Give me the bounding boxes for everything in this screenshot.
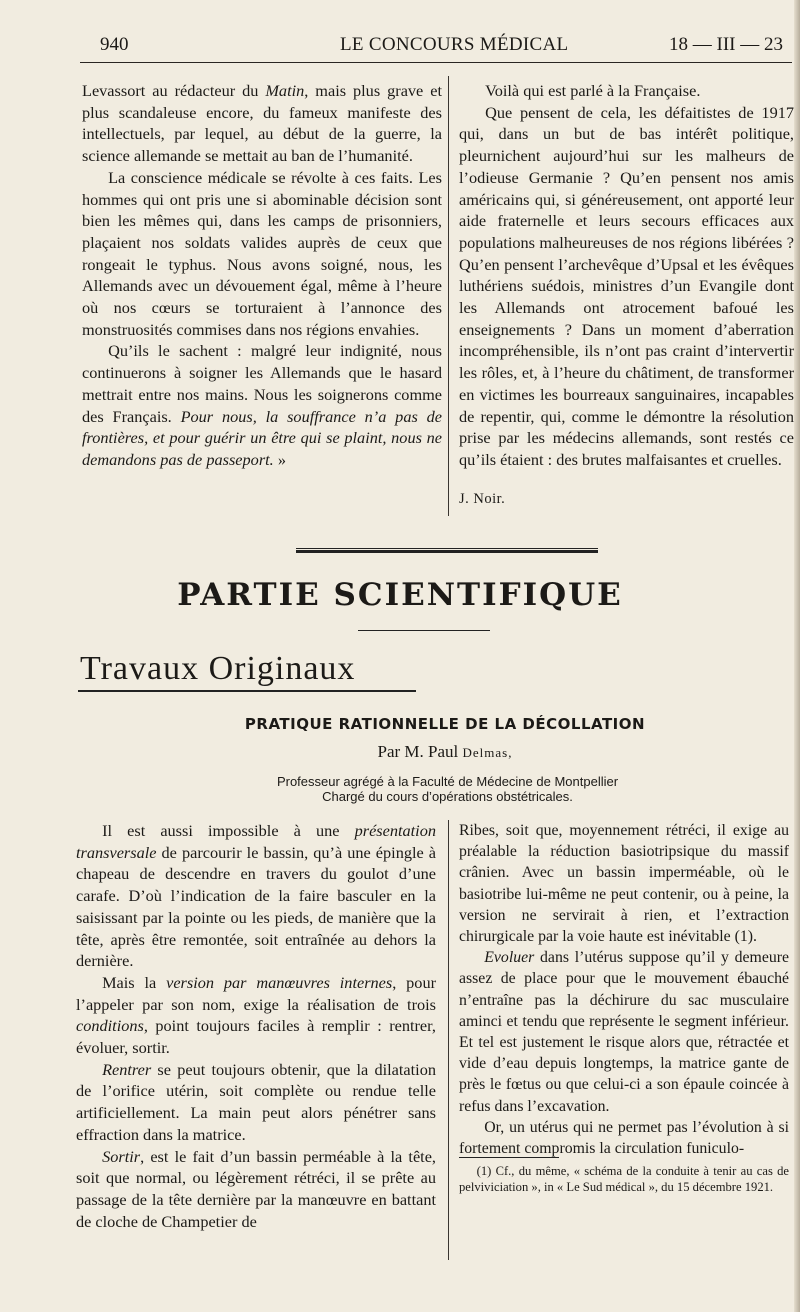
paragraph: [76, 820, 436, 972]
paragraph: [459, 947, 789, 1117]
page-header: [80, 34, 795, 60]
subsection-underline: [78, 690, 416, 692]
italic-text: Sortir: [102, 1146, 141, 1166]
page-number: 940: [100, 34, 129, 55]
text: , mais plus grave et plus scandaleuse encore, du fameux manifeste des intellectuels, par lequel, au début de la guerre, la science allemande se mettait au ban de l’humanité.: [82, 81, 442, 166]
text: Ribes, soit que, moyennement rétréci, il exige au préalable la réduction basiotripsique du massif crânien. Avec un bassin imperméable, où le basiotribe lui-même ne peut contenir, ou à peine, la version ne servirait à rien, et l’extraction chirurgicale par la voie haute est inévitable (1).: [459, 822, 789, 946]
text: Levassort au rédacteur du: [82, 81, 266, 100]
footnote: (1) Cf., du même, « schéma de la conduite à tenir au cas de pelviviciation », in « Le Sud médical », du 15 décembre 1921.: [459, 1164, 789, 1194]
text: , point toujours faciles à remplir : rentrer, évoluer, sortir.: [76, 1016, 436, 1058]
affiliation-line-1: Professeur agrégé à la Faculté de Médecine de Montpellier: [276, 774, 619, 789]
italic-text: Pour nous, la souffrance n’a pas de frontières, et pour guérir un être qui se plaint, nous ne demandons pas de passeport.: [82, 406, 442, 469]
page-edge: [794, 0, 800, 1312]
journal-title: LE CONCOURS MÉDICAL: [340, 34, 569, 55]
footnote-rule: [459, 1157, 559, 1158]
author-prefix: Par M. Paul: [377, 742, 463, 761]
italic-text: version par manœuvres internes: [166, 972, 393, 992]
paragraph: [76, 1059, 436, 1146]
author-name: Delmas,: [462, 745, 513, 760]
decorative-rule: [296, 548, 598, 553]
text: Que pensent de cela, les défaitistes de 1917 qui, dans un but de bas intérêt politique, pleurnichent aujourd’hui sur les malheurs de l’odieuse Germanie ? Qu’en pensent nos amis américains qui, si généreusement, ont apporté leur aide fraternelle et leurs secours efficaces aux populations malheureuses de nos régions libérées ? Qu’en pensent l’archevêque d’Upsal et les évêques luthériens suédois, ministres d’un Evangile dont les Allemands ont atrocement bafoué les enseignements ? Dans un moment d’aberration incompréhensible, ils n’ont pas craint d’intervertir les rôles, et, à l’heure du châtiment, de transformer en victimes les bourreaux sanguinaires, incapables de repentir, qui, comme le démontre la résolution prise par les médecins allemands, sont restés ce qu’ils étaient : des brutes malfaisantes et cruelles.: [459, 102, 794, 469]
italic-text: Evoluer: [484, 949, 535, 967]
italic-text: présentation transversale: [76, 821, 436, 862]
section-title: PARTIE SCIENTIFIQUE: [177, 577, 623, 613]
paragraph: [459, 102, 794, 471]
text: , pour l’appeler par son nom, exige la réalisation de trois: [76, 972, 437, 1014]
paragraph: [459, 80, 794, 102]
text: Mais la: [102, 972, 167, 992]
paragraph: [459, 1117, 789, 1159]
text: »: [273, 449, 286, 469]
text: dans l’utérus suppose qu’il y demeure assez de place pour que le mouvement ébauché n’entraîne pas la déchirure du sac musculaire aminci et tendu que représente le segment inférieur. Et tel est justement le risque alors que, rétractée et vide d’eau depuis longtemps, la matrice gante de près le fœtus ou que celui-ci a son épaule coincée à refus dans l’excavation.: [459, 949, 789, 1115]
top-left-column: [82, 80, 442, 471]
article-author: [0, 742, 800, 762]
text: de parcourir le bassin, qu’à une épingle à chapeau de descendre en travers du goulot d’une carafe. D’où l’indication de la faire basculer en la saisissant par la pointe ou les pieds, de manière que la tête, après être remontée, soit entraînée au dehors la dernière.: [76, 842, 436, 971]
column-divider-article: [448, 820, 449, 1260]
article-right-column: [459, 820, 789, 1159]
paragraph: [459, 820, 789, 947]
text: Or, un utérus qui ne permet pas l’évolution à si fortement compromis la circulation funiculo-: [459, 1118, 789, 1158]
signature: J. Noir.: [459, 490, 506, 507]
italic-text: conditions: [76, 1016, 144, 1036]
column-divider-top: [448, 76, 449, 516]
affiliation-line-2: Chargé du cours d’opérations obstétricales.: [322, 789, 573, 804]
text: , est le fait d’un bassin perméable à la tête, soit que normal, ou légèrement rétréci, il se prête au passage de la tête dernière par la manœuvre en battant de cloche de Champetier de: [76, 1146, 436, 1231]
header-rule: [80, 62, 792, 63]
issue-date: 18 — III — 23: [669, 34, 783, 55]
article-left-column: [76, 820, 436, 1232]
top-right-column: [459, 80, 794, 510]
text: Il est aussi impossible à une: [102, 821, 355, 840]
italic-text: Rentrer: [102, 1059, 152, 1079]
section-underline: [358, 630, 490, 631]
paragraph: [82, 80, 442, 167]
paragraph: [82, 167, 442, 341]
top-right-text: [459, 80, 794, 471]
italic-text: Matin: [265, 81, 305, 100]
text: Voilà qui est parlé à la Française.: [485, 81, 701, 100]
text: Qu’ils le sachent : malgré leur indignité, nous continuerons à soigner les Allemands que le hasard mettrait entre nos mains. Nous les soignerons comme des Français.: [82, 341, 442, 426]
paragraph: [82, 340, 442, 470]
paragraph: [76, 1146, 436, 1233]
author-affiliation: [0, 774, 800, 804]
text: La conscience médicale se révolte à ces faits. Les hommes qui ont pris une si abominable décision sont bien les mêmes qui, dans les camps de prisonniers, plaçaient nos soldats valides auprès de ceux que rongeait le typhus. Nous avons soigné, nous, les Allemands avec un dévouement égal, même à l’heure où nos cœurs se torturaient à l’annonce des monstruosités commises dans nos régions envahies.: [82, 167, 442, 339]
article-title: PRATIQUE RATIONNELLE DE LA DÉCOLLATION: [244, 715, 646, 733]
paragraph: [76, 972, 436, 1059]
subsection-title: Travaux Originaux: [80, 650, 356, 687]
text: se peut toujours obtenir, que la dilatation de l’orifice utérin, soit complète ou rendue telle artificiellement. La main peut alors pénétrer sans effraction dans la matrice.: [76, 1059, 436, 1144]
